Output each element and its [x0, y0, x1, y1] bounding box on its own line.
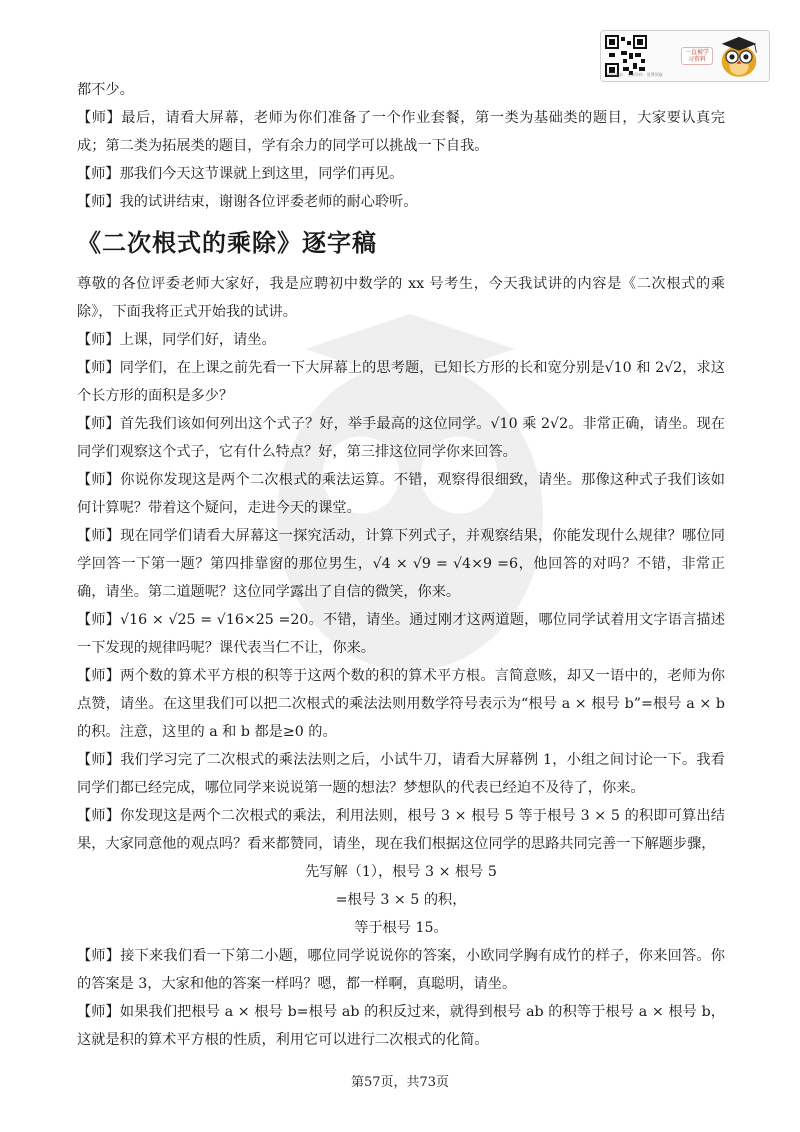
solution-step: =根号 3 × 5 的积，: [335, 892, 467, 908]
math-2sqrt2: 2√2: [655, 360, 683, 376]
text-run: 【师】首先我们该如何列出这个式子？好，举手最高的这位同学。: [77, 416, 491, 432]
paragraph: 【师】我的试讲结束，谢谢各位评委老师的耐心聆听。: [77, 194, 418, 210]
math-sqrt10: √10: [604, 360, 632, 376]
text-run: ，求这个长方形的面积是多少？: [77, 360, 725, 404]
paragraph: [77, 410, 725, 466]
qr-code-icon[interactable]: [605, 35, 647, 77]
intro-paragraph: 尊敬的各位评委老师大家好，我是应聘初中数学的 xx 号考生，今天我试讲的内容是《二次根式的乘除》，下面我将正式开始我的试讲。: [77, 276, 725, 320]
paragraph: 都不少。: [77, 82, 134, 98]
paragraph: [77, 354, 725, 410]
text-run: 和: [631, 360, 656, 376]
paragraph: 【师】如果我们把根号 a × 根号 b=根号 ab 的积反过来，就得到根号 ab 的积等于根号 a × 根号 b，这就是积的算术平方根的性质，利用它可以进行二次根式的化简。: [77, 1004, 725, 1048]
paragraph: 【师】上课，同学们好，请坐。: [77, 332, 276, 348]
math-expression: √16 × √25 = √16×25 =20: [120, 612, 309, 628]
text-run: ，他回答的对吗？不错，非常正确，请坐。第二道题呢？这位同学露出了自信的微笑，你来。: [77, 556, 725, 600]
paragraph: 【师】我们学习完了二次根式的乘法法则之后，小试牛刀，请看大屏幕例 1，小组之间讨论一下。我看同学们都已经完成，哪位同学来说说第一题的想法？梦想队的代表已经迫不及待了，你来。: [77, 752, 725, 796]
math-expression: √10 乘 2√2: [490, 416, 569, 432]
text-run: 【师】现在同学们请看大屏幕这一探究活动，计算下列式子，并观察结果，你能发现什么规律？哪位同学回答一下第一题？第四排靠窗的那位男生，: [77, 528, 725, 572]
page-number: 第57页，共73页: [350, 1075, 450, 1090]
paragraph: 【师】那我们今天这节课就上到这里，同学们再见。: [77, 166, 404, 182]
solution-step: 等于根号 15。: [354, 920, 448, 936]
document-title: 《二次根式的乘除》逐字稿: [77, 228, 377, 257]
badge-middle: [647, 47, 713, 65]
paragraph: 【师】最后，请看大屏幕，老师为你们准备了一个作业套餐，第一类为基础类的题目，大家要认真完成；第二类为拓展类的题目，学有余力的同学可以挑战一下自我。: [77, 110, 725, 154]
paragraph: 【师】你发现这是两个二次根式的乘法，利用法则，根号 3 × 根号 5 等于根号 3 × 5 的积即可算出结果，大家同意他的观点吗？看来都赞同，请坐，现在我们根据这位同学的思路共同完善一下解题步骤，: [77, 808, 725, 852]
math-expression: √4 × √9 = √4×9 =6: [372, 556, 519, 572]
owl-mascot-icon: [713, 33, 765, 79]
solution-step: 先写解（1），根号 3 × 根号 5: [305, 864, 497, 880]
text-run: 。不错，请坐。通过刚才这两道题，哪位同学试着用文字语言描述一下发现的规律吗呢？课代表当仁不让，你来。: [77, 612, 725, 656]
paragraph: 【师】两个数的算术平方根的积等于这两个数的积的算术平方根。言简意赅，却又一语中的，老师为你点赞，请坐。在这里我们可以把二次根式的乘法法则用数学符号表示为“根号 a × 根号 b”=根号 a × b 的积。注意，这里的 a 和 b 都是≥0 的。: [77, 668, 725, 740]
paragraph: 【师】你说你发现这是两个二次根式的乘法运算。不错，观察得很细致，请坐。那像这种式子我们该如何计算呢？带着这个疑问，走进今天的课堂。: [77, 472, 725, 516]
paragraph: 【师】√16 × √25 = √16×25 =20。不错，请坐。通过刚才这两道题，哪位同学试着用文字语言描述一下发现的规律吗呢？课代表当仁不让，你来。: [77, 612, 725, 656]
paragraph: [77, 522, 725, 606]
document-body: [77, 76, 725, 1054]
badge-tag: 一直被学习资料: [681, 47, 713, 65]
badge-caption: 扫码获取 · 全套资料 · 免费领取: [607, 72, 663, 77]
header-badge[interactable]: [600, 30, 770, 82]
paragraph: 【师】接下来我们看一下第二小题，哪位同学说说你的答案，小欧同学胸有成竹的样子，你来回答。你的答案是 3，大家和他的答案一样吗？嗯，都一样啊，真聪明，请坐。: [77, 948, 725, 992]
text-run: 【师】同学们，在上课之前先看一下大屏幕上的思考题，已知长方形的长和宽分别是: [77, 360, 605, 376]
text-run: 。非常正确，请坐。现在同学们观察这个式子，它有什么特点？好，第三排这位同学你来回答。: [77, 416, 725, 460]
